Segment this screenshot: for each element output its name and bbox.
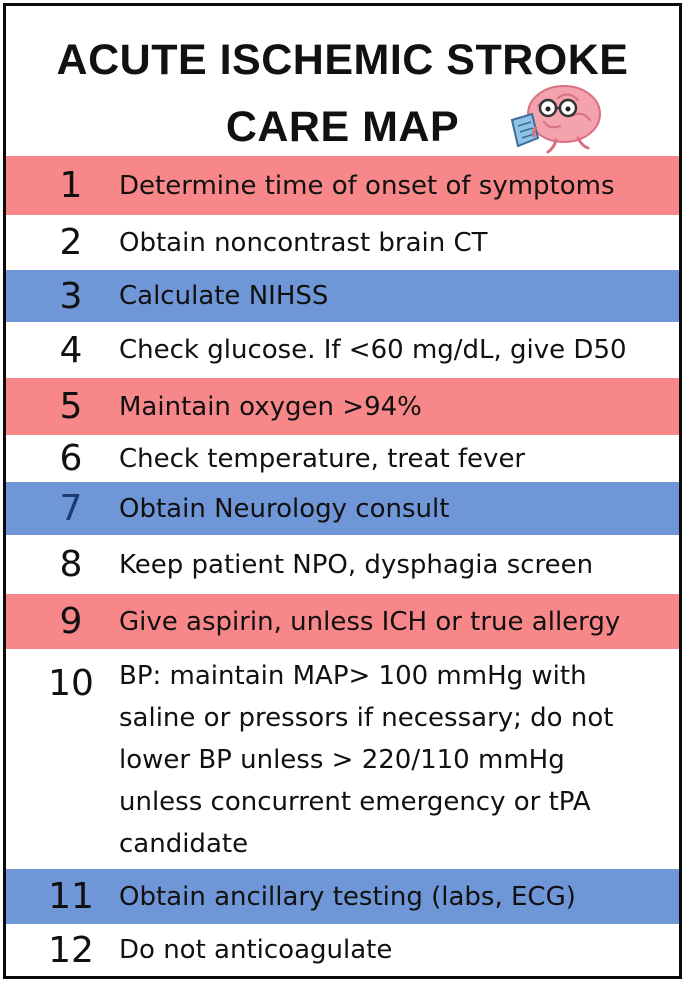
brain-reading-book-icon [498,76,610,158]
step-number: 4 [59,329,83,371]
step-number: 7 [59,488,83,529]
step-row-3 [6,270,679,322]
step-number: 1 [59,165,83,206]
step-row-9 [6,594,679,649]
step-text: Obtain noncontrast brain CT [119,227,488,258]
step-row-8 [6,535,679,594]
title-line-2: CARE MAP [225,103,460,151]
step-text: Check temperature, treat fever [119,443,526,474]
step-text: Maintain oxygen >94% [119,391,422,422]
step-number: 11 [48,876,94,917]
step-number: 3 [59,275,83,317]
step-row-12 [6,924,679,976]
step-row-4 [6,322,679,378]
step-row-11 [6,869,679,924]
step-text: Check glucose. If <60 mg/dL, give D50 [119,335,627,365]
step-text: Obtain ancillary testing (labs, ECG) [119,881,576,912]
step-row-1 [6,156,679,215]
step-text: Keep patient NPO, dysphagia screen [119,549,594,580]
title-line-1: ACUTE ISCHEMIC STROKE [56,36,629,84]
step-text: Calculate NIHSS [119,281,329,311]
step-row-5 [6,378,679,435]
care-map-card [3,3,682,979]
step-row-2 [6,215,679,270]
step-text: Do not anticoagulate [119,935,393,965]
step-row-7 [6,482,679,535]
step-text: BP: maintain MAP> 100 mmHg with saline or pressors if necessary; do not lower BP unless > 220/110 mmHg unless concurrent emergency or tPA candidate [119,661,614,859]
step-number: 8 [59,544,83,585]
step-text: Determine time of onset of symptoms [119,170,615,201]
step-row-10 [6,649,679,869]
step-number: 5 [59,386,83,427]
step-number: 9 [59,601,83,642]
step-number: 2 [59,222,83,263]
step-row-6 [6,435,679,482]
step-number: 12 [48,929,94,971]
step-number: 10 [48,663,94,704]
step-text: Give aspirin, unless ICH or true allergy [119,606,621,637]
step-number: 6 [59,438,83,479]
step-text: Obtain Neurology consult [119,493,450,524]
